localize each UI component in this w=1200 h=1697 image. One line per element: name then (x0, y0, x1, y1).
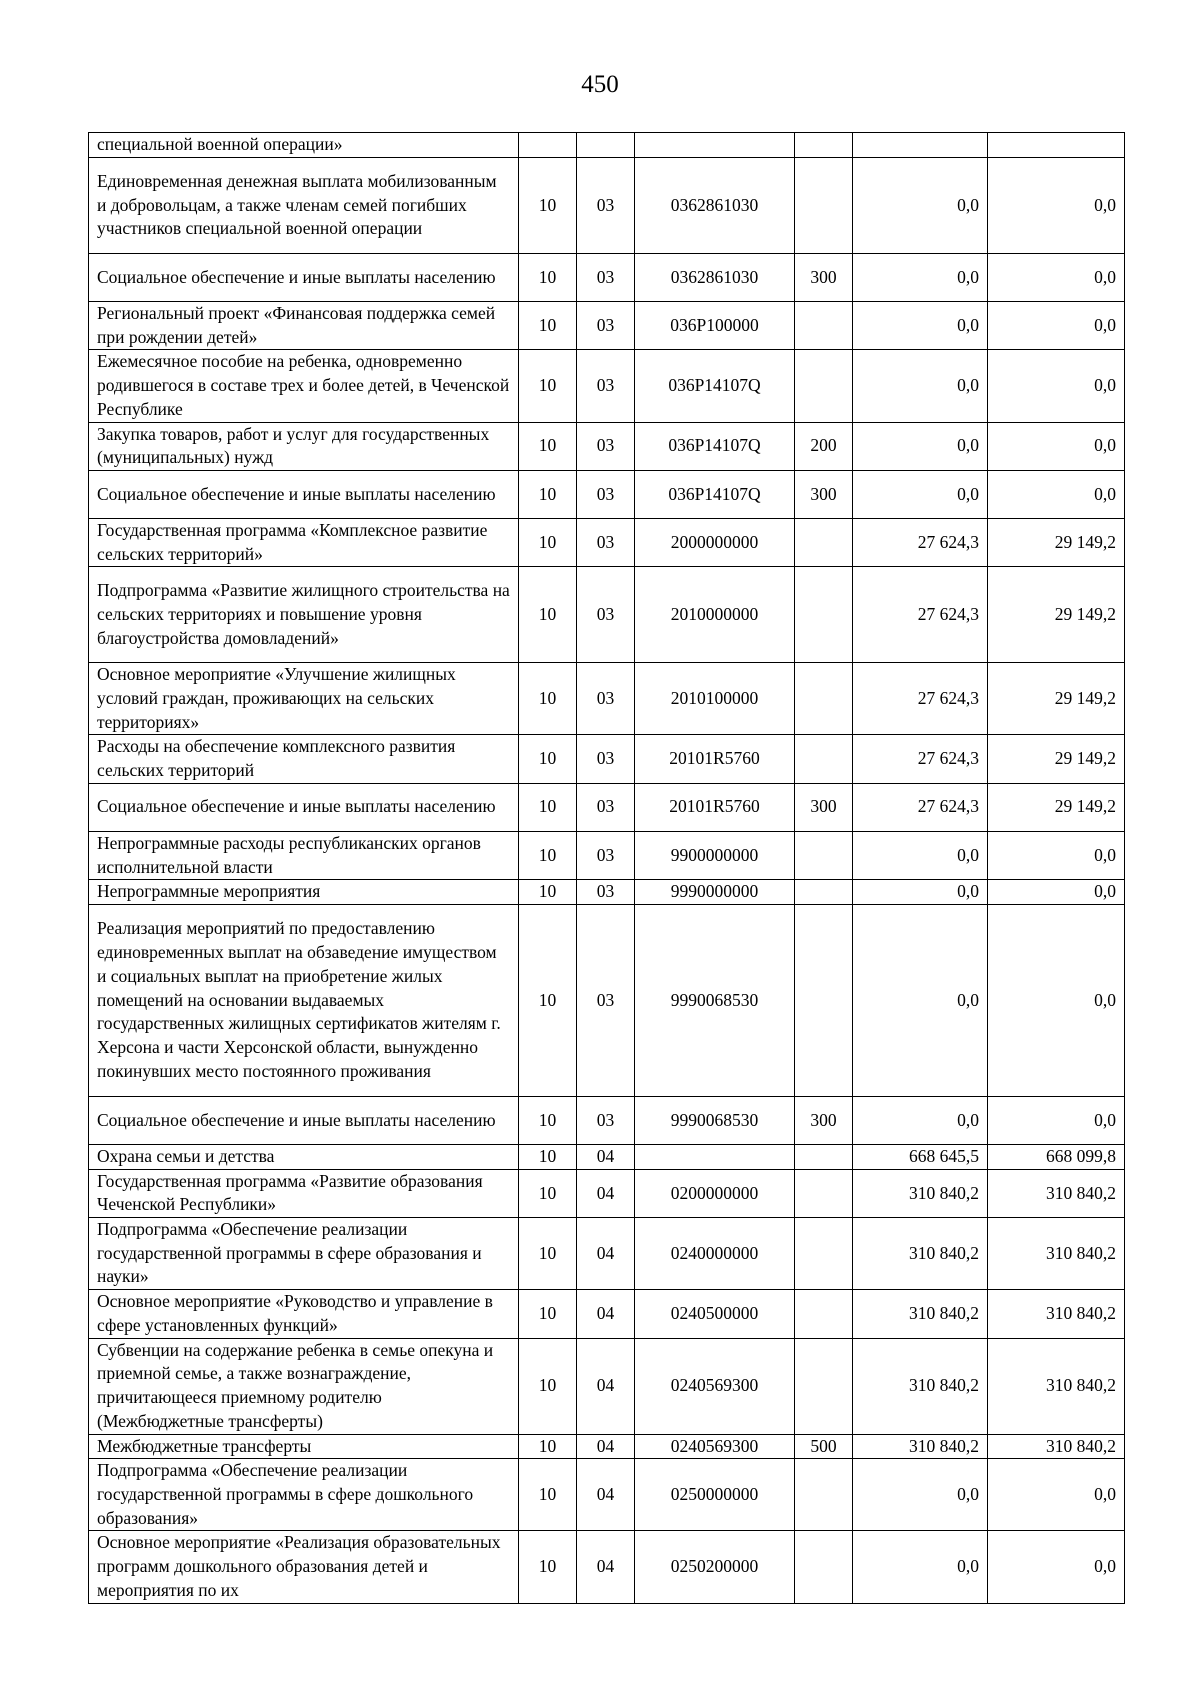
table-row (89, 663, 1125, 735)
section-code-cell: 10 (519, 1459, 577, 1531)
subsection-code-cell: 03 (577, 302, 635, 350)
row-name-cell: Социальное обеспечение и иные выплаты населению (89, 783, 519, 831)
row-name-cell: Закупка товаров, работ и услуг для государственных (муниципальных) нужд (89, 422, 519, 470)
target-article-cell (635, 133, 795, 158)
page-number: 450 (581, 71, 619, 98)
amount-year1-cell: 310 840,2 (853, 1434, 988, 1459)
subsection-code-cell: 03 (577, 663, 635, 735)
expense-type-cell: 300 (795, 254, 853, 302)
amount-year2-cell: 0,0 (988, 1531, 1125, 1603)
table-row (89, 158, 1125, 254)
amount-year2-cell: 0,0 (988, 831, 1125, 879)
table-row (89, 1290, 1125, 1338)
subsection-code-cell: 03 (577, 1096, 635, 1144)
subsection-code-cell: 03 (577, 831, 635, 879)
target-article-cell: 9990000000 (635, 880, 795, 905)
section-code-cell: 10 (519, 904, 577, 1096)
table-row (89, 1459, 1125, 1531)
amount-year1-cell: 0,0 (853, 422, 988, 470)
amount-year1-cell: 27 624,3 (853, 567, 988, 663)
amount-year2-cell: 29 149,2 (988, 663, 1125, 735)
amount-year2-cell: 310 840,2 (988, 1218, 1125, 1290)
table-row (89, 735, 1125, 783)
amount-year2-cell: 310 840,2 (988, 1338, 1125, 1434)
section-code-cell: 10 (519, 567, 577, 663)
row-name-cell: Ежемесячное пособие на ребенка, одновременно родившегося в составе трех и более детей, в Чеченской Республике (89, 350, 519, 422)
table-row (89, 302, 1125, 350)
target-article-cell: 2000000000 (635, 518, 795, 566)
expense-type-cell (795, 1144, 853, 1169)
target-article-cell (635, 1144, 795, 1169)
subsection-code-cell: 03 (577, 904, 635, 1096)
target-article-cell: 0240569300 (635, 1338, 795, 1434)
target-article-cell: 036P14107Q (635, 422, 795, 470)
row-name-cell: Единовременная денежная выплата мобилизованным и добровольцам, а также членам семей погибших участников специальной военной операции (89, 158, 519, 254)
row-name-cell: Основное мероприятие «Улучшение жилищных условий граждан, проживающих на сельских территориях» (89, 663, 519, 735)
expense-type-cell (795, 1338, 853, 1434)
target-article-cell: 036P14107Q (635, 470, 795, 518)
expense-type-cell (795, 1169, 853, 1217)
subsection-code-cell: 03 (577, 567, 635, 663)
expense-type-cell: 300 (795, 783, 853, 831)
section-code-cell: 10 (519, 1434, 577, 1459)
target-article-cell: 2010000000 (635, 567, 795, 663)
expense-type-cell (795, 1218, 853, 1290)
amount-year2-cell: 29 149,2 (988, 735, 1125, 783)
amount-year1-cell: 0,0 (853, 1096, 988, 1144)
section-code-cell: 10 (519, 1169, 577, 1217)
section-code-cell: 10 (519, 831, 577, 879)
subsection-code-cell: 04 (577, 1459, 635, 1531)
subsection-code-cell: 03 (577, 880, 635, 905)
subsection-code-cell: 04 (577, 1169, 635, 1217)
target-article-cell: 9990068530 (635, 1096, 795, 1144)
section-code-cell: 10 (519, 518, 577, 566)
expense-type-cell: 300 (795, 470, 853, 518)
row-name-cell: Социальное обеспечение и иные выплаты населению (89, 470, 519, 518)
amount-year1-cell: 310 840,2 (853, 1338, 988, 1434)
table-row (89, 518, 1125, 566)
subsection-code-cell: 04 (577, 1338, 635, 1434)
amount-year1-cell: 0,0 (853, 470, 988, 518)
section-code-cell: 10 (519, 663, 577, 735)
subsection-code-cell: 04 (577, 1144, 635, 1169)
row-name-cell: Государственная программа «Комплексное развитие сельских территорий» (89, 518, 519, 566)
table-row (89, 254, 1125, 302)
subsection-code-cell: 03 (577, 350, 635, 422)
target-article-cell: 036P100000 (635, 302, 795, 350)
expense-type-cell (795, 904, 853, 1096)
target-article-cell: 0250000000 (635, 1459, 795, 1531)
table-row (89, 350, 1125, 422)
row-name-cell: Реализация мероприятий по предоставлению единовременных выплат на обзаведение имуществом и социальных выплат на приобретение жилых помещений на основании выдаваемых государственных жилищных сертификатов жителям г. Херсона и части Херсонской области, вынужденно покинувших место постоянного проживания (89, 904, 519, 1096)
target-article-cell: 0250200000 (635, 1531, 795, 1603)
amount-year2-cell: 310 840,2 (988, 1434, 1125, 1459)
table-row (89, 880, 1125, 905)
subsection-code-cell: 04 (577, 1434, 635, 1459)
amount-year2-cell: 0,0 (988, 302, 1125, 350)
amount-year1-cell: 0,0 (853, 1459, 988, 1531)
table-row (89, 1144, 1125, 1169)
section-code-cell: 10 (519, 470, 577, 518)
section-code-cell: 10 (519, 783, 577, 831)
target-article-cell: 2010100000 (635, 663, 795, 735)
expense-type-cell (795, 133, 853, 158)
expense-type-cell: 300 (795, 1096, 853, 1144)
target-article-cell: 0200000000 (635, 1169, 795, 1217)
amount-year1-cell: 27 624,3 (853, 518, 988, 566)
section-code-cell: 10 (519, 735, 577, 783)
row-name-cell: Расходы на обеспечение комплексного развития сельских территорий (89, 735, 519, 783)
subsection-code-cell: 04 (577, 1218, 635, 1290)
expense-type-cell (795, 831, 853, 879)
table-row (89, 1169, 1125, 1217)
amount-year2-cell: 29 149,2 (988, 518, 1125, 566)
row-name-cell: Подпрограмма «Обеспечение реализации государственной программы в сфере дошкольного образования» (89, 1459, 519, 1531)
target-article-cell: 0362861030 (635, 254, 795, 302)
subsection-code-cell: 04 (577, 1531, 635, 1603)
row-name-cell: Субвенции на содержание ребенка в семье опекуна и приемной семье, а также вознаграждение, причитающееся приемному родителю (Межбюджетные трансферты) (89, 1338, 519, 1434)
section-code-cell: 10 (519, 880, 577, 905)
amount-year2-cell: 0,0 (988, 1459, 1125, 1531)
table-row (89, 904, 1125, 1096)
expense-type-cell (795, 1531, 853, 1603)
section-code-cell: 10 (519, 302, 577, 350)
amount-year2-cell: 310 840,2 (988, 1169, 1125, 1217)
row-name-cell: Непрограммные мероприятия (89, 880, 519, 905)
amount-year2-cell: 0,0 (988, 422, 1125, 470)
table-row (89, 422, 1125, 470)
row-name-cell: Государственная программа «Развитие образования Чеченской Республики» (89, 1169, 519, 1217)
section-code-cell: 10 (519, 350, 577, 422)
row-name-cell: Региональный проект «Финансовая поддержка семей при рождении детей» (89, 302, 519, 350)
section-code-cell: 10 (519, 1338, 577, 1434)
table-row (89, 831, 1125, 879)
amount-year1-cell: 0,0 (853, 1531, 988, 1603)
expense-type-cell (795, 567, 853, 663)
amount-year1-cell: 0,0 (853, 880, 988, 905)
amount-year2-cell: 668 099,8 (988, 1144, 1125, 1169)
section-code-cell (519, 133, 577, 158)
subsection-code-cell: 03 (577, 735, 635, 783)
table-row (89, 1096, 1125, 1144)
subsection-code-cell (577, 133, 635, 158)
amount-year1-cell: 0,0 (853, 904, 988, 1096)
amount-year2-cell: 29 149,2 (988, 783, 1125, 831)
expense-type-cell (795, 880, 853, 905)
amount-year2-cell: 0,0 (988, 470, 1125, 518)
target-article-cell: 0362861030 (635, 158, 795, 254)
target-article-cell: 9900000000 (635, 831, 795, 879)
row-name-cell: Охрана семьи и детства (89, 1144, 519, 1169)
target-article-cell: 0240000000 (635, 1218, 795, 1290)
expense-type-cell: 500 (795, 1434, 853, 1459)
amount-year1-cell (853, 133, 988, 158)
subsection-code-cell: 03 (577, 470, 635, 518)
section-code-cell: 10 (519, 1290, 577, 1338)
amount-year2-cell: 0,0 (988, 904, 1125, 1096)
amount-year2-cell: 29 149,2 (988, 567, 1125, 663)
section-code-cell: 10 (519, 422, 577, 470)
amount-year1-cell: 27 624,3 (853, 735, 988, 783)
table-row (89, 1531, 1125, 1603)
amount-year1-cell: 0,0 (853, 302, 988, 350)
row-name-cell: Социальное обеспечение и иные выплаты населению (89, 1096, 519, 1144)
amount-year2-cell: 0,0 (988, 880, 1125, 905)
expense-type-cell (795, 158, 853, 254)
amount-year1-cell: 310 840,2 (853, 1218, 988, 1290)
subsection-code-cell: 04 (577, 1290, 635, 1338)
subsection-code-cell: 03 (577, 783, 635, 831)
amount-year1-cell: 668 645,5 (853, 1144, 988, 1169)
budget-table (88, 132, 1125, 1604)
target-article-cell: 0240569300 (635, 1434, 795, 1459)
table-row (89, 133, 1125, 158)
section-code-cell: 10 (519, 1531, 577, 1603)
amount-year2-cell: 0,0 (988, 1096, 1125, 1144)
table-row (89, 1434, 1125, 1459)
section-code-cell: 10 (519, 254, 577, 302)
amount-year1-cell: 0,0 (853, 254, 988, 302)
expense-type-cell (795, 735, 853, 783)
amount-year1-cell: 0,0 (853, 158, 988, 254)
expense-type-cell (795, 302, 853, 350)
table-row (89, 1218, 1125, 1290)
table-row (89, 1338, 1125, 1434)
amount-year2-cell (988, 133, 1125, 158)
row-name-cell: Основное мероприятие «Руководство и управление в сфере установленных функций» (89, 1290, 519, 1338)
table-row (89, 783, 1125, 831)
amount-year2-cell: 310 840,2 (988, 1290, 1125, 1338)
expense-type-cell (795, 1290, 853, 1338)
subsection-code-cell: 03 (577, 422, 635, 470)
amount-year1-cell: 310 840,2 (853, 1290, 988, 1338)
target-article-cell: 20101R5760 (635, 783, 795, 831)
subsection-code-cell: 03 (577, 158, 635, 254)
target-article-cell: 20101R5760 (635, 735, 795, 783)
row-name-cell: Подпрограмма «Развитие жилищного строительства на сельских территориях и повышение уровня благоустройства домовладений» (89, 567, 519, 663)
section-code-cell: 10 (519, 1144, 577, 1169)
target-article-cell: 9990068530 (635, 904, 795, 1096)
amount-year2-cell: 0,0 (988, 158, 1125, 254)
amount-year1-cell: 310 840,2 (853, 1169, 988, 1217)
section-code-cell: 10 (519, 1218, 577, 1290)
amount-year1-cell: 0,0 (853, 350, 988, 422)
expense-type-cell (795, 350, 853, 422)
subsection-code-cell: 03 (577, 518, 635, 566)
expense-type-cell: 200 (795, 422, 853, 470)
table-row (89, 567, 1125, 663)
target-article-cell: 0240500000 (635, 1290, 795, 1338)
row-name-cell: Межбюджетные трансферты (89, 1434, 519, 1459)
amount-year1-cell: 27 624,3 (853, 783, 988, 831)
expense-type-cell (795, 1459, 853, 1531)
section-code-cell: 10 (519, 158, 577, 254)
amount-year1-cell: 27 624,3 (853, 663, 988, 735)
amount-year2-cell: 0,0 (988, 350, 1125, 422)
subsection-code-cell: 03 (577, 254, 635, 302)
amount-year1-cell: 0,0 (853, 831, 988, 879)
table-row (89, 470, 1125, 518)
expense-type-cell (795, 663, 853, 735)
expense-type-cell (795, 518, 853, 566)
row-name-cell: специальной военной операции» (89, 133, 519, 158)
section-code-cell: 10 (519, 1096, 577, 1144)
amount-year2-cell: 0,0 (988, 254, 1125, 302)
row-name-cell: Основное мероприятие «Реализация образовательных программ дошкольного образования детей и мероприятия по их (89, 1531, 519, 1603)
row-name-cell: Социальное обеспечение и иные выплаты населению (89, 254, 519, 302)
row-name-cell: Подпрограмма «Обеспечение реализации государственной программы в сфере образования и науки» (89, 1218, 519, 1290)
target-article-cell: 036P14107Q (635, 350, 795, 422)
row-name-cell: Непрограммные расходы республиканских органов исполнительной власти (89, 831, 519, 879)
